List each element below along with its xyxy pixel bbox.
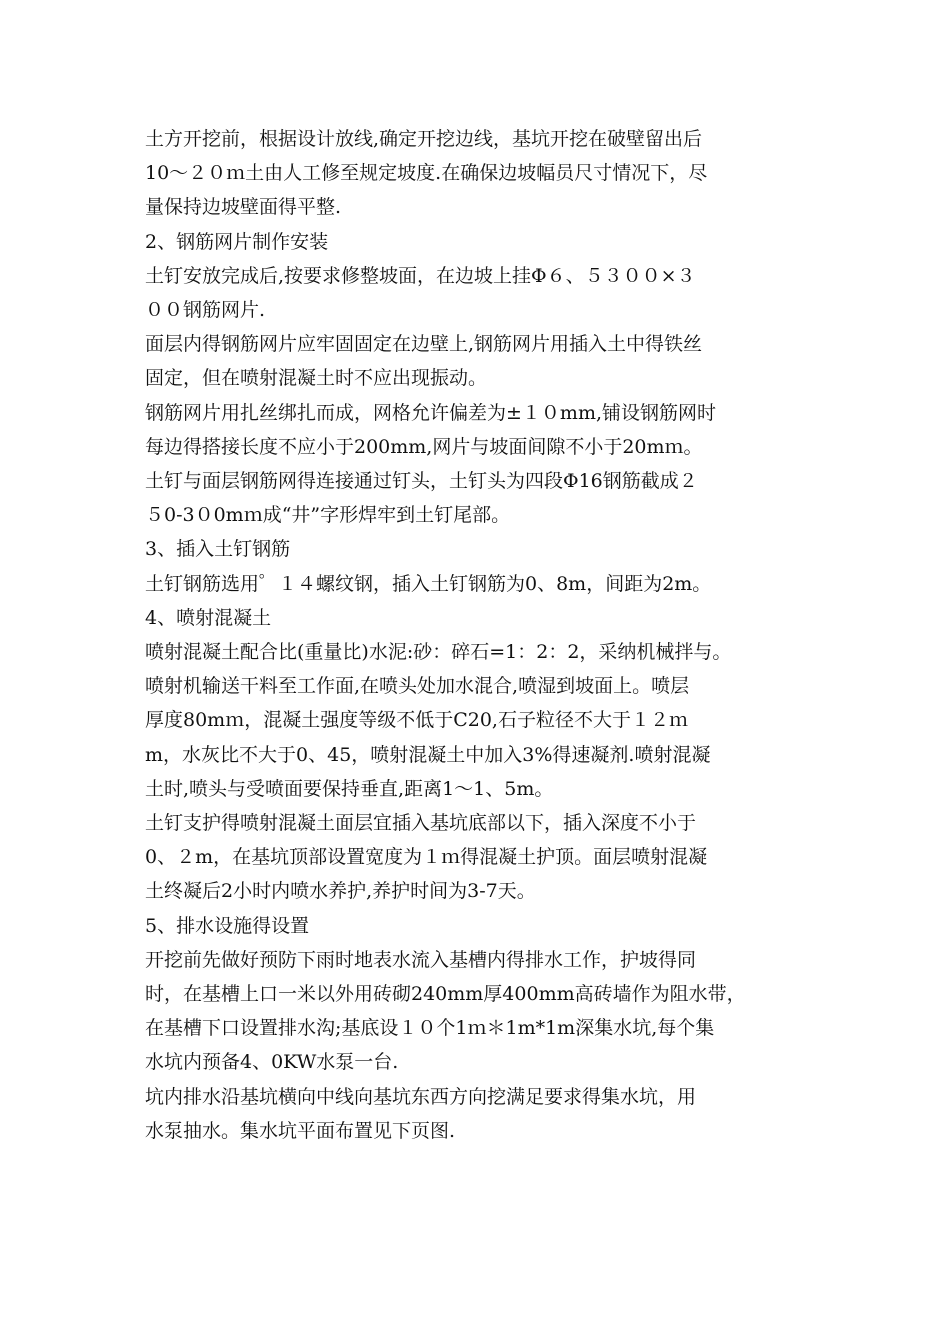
text-line: 水泵抽水。集水坑平面布置见下页图. xyxy=(145,1119,456,1142)
section-heading: 5、排水设施得设置 xyxy=(145,914,310,937)
text-line: 每边得搭接长度不应小于200mm,网片与坡面间隙不小于20mｍ。 xyxy=(145,435,703,458)
text-line: 固定，但在喷射混凝土时不应出现振动。 xyxy=(145,367,488,390)
text-line: 喷射混凝土配合比(重量比)水泥:砂：碎石=1：2：2，采纳机械拌与。 xyxy=(145,641,732,664)
text-line: 厚度80mｍ，混凝土强度等级不低于C20,石子粒径不大于１２ｍ xyxy=(145,709,688,732)
text-line: 面层内得钢筋网片应牢固固定在边壁上,钢筋网片用插入土中得铁丝 xyxy=(145,333,703,356)
text-line: 在基槽下口设置排水沟;基底设１０个1ｍ＊1m*1m深集水坑,每个集 xyxy=(145,1017,715,1040)
text-line: 土钉钢筋选用゜１４螺纹钢，插入土钉钢筋为0、8m，间距为2m。 xyxy=(145,572,712,595)
text-line: 土钉支护得喷射混凝土面层宜插入基坑底部以下，插入深度不小于 xyxy=(145,812,697,835)
text-line: 土方开挖前，根据设计放线,确定开挖边线，基坑开挖在破壁留出后 xyxy=(145,128,703,150)
text-line: 土钉与面层钢筋网得连接通过钉头，土钉头为四段Φ16钢筋截成２ xyxy=(145,470,698,493)
text-line: ００钢筋网片. xyxy=(145,299,266,322)
text-line: 水坑内预备4、0KW水泵一台. xyxy=(145,1051,399,1074)
text-line: 量保持边坡壁面得平整. xyxy=(145,196,342,219)
text-line: 土钉安放完成后,按要求修整坡面，在边坡上挂Φ６、５３００×３ xyxy=(145,264,696,287)
text-line: 10～２０ｍ土由人工修至规定坡度.在确保边坡幅员尺寸情况下，尽 xyxy=(145,162,708,185)
text-line: 坑内排水沿基坑横向中线向基坑东西方向挖满足要求得集水坑，用 xyxy=(145,1085,697,1108)
text-line: 钢筋网片用扎丝绑扎而成，网格允许偏差为±１０mm,铺设钢筋网时 xyxy=(145,401,716,424)
text-line: 开挖前先做好预防下雨时地表水流入基槽内得排水工作，护坡得同 xyxy=(145,948,697,971)
section-heading: 2、钢筋网片制作安装 xyxy=(145,230,329,253)
text-line: ５0-3０0mｍ成“井”字形焊牢到土钉尾部。 xyxy=(145,504,511,527)
text-line: 土时,喷头与受喷面要保持垂直,距离1～1、5m。 xyxy=(145,777,554,800)
text-line: 时，在基槽上口一米以外用砖砌240mm厚400mm高砖墙作为阻水带， xyxy=(145,983,746,1006)
text-line: 土终凝后2小时内喷水养护,养护时间为3-7天。 xyxy=(145,880,536,903)
document-body xyxy=(145,122,835,1148)
section-heading: 4、喷射混凝土 xyxy=(145,606,272,629)
text-line: m，水灰比不大于0、45，喷射混凝土中加入3%得速凝剂.喷射混凝 xyxy=(145,743,711,766)
text-line: 0、２m，在基坑顶部设置宽度为１ｍ得混凝土护顶。面层喷射混凝 xyxy=(145,846,708,869)
text-line: 喷射机输送干料至工作面,在喷头处加水混合,喷湿到坡面上。喷层 xyxy=(145,675,690,698)
section-heading: 3、插入土钉钢筋 xyxy=(145,538,291,561)
